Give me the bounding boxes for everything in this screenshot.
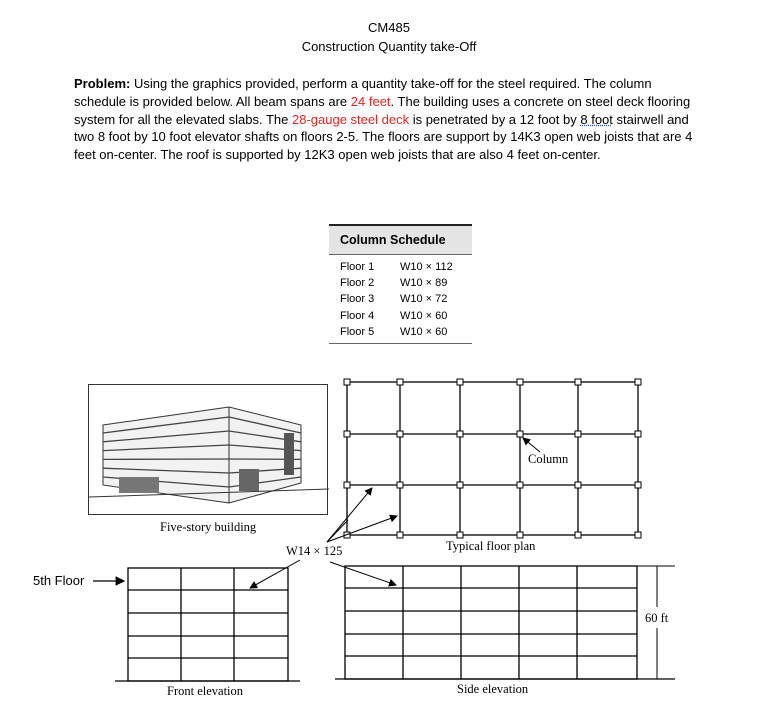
column-marker (517, 379, 523, 385)
column-marker (575, 482, 581, 488)
problem-text-4: stairwell and two 8 foot by 10 foot elevator shafts on floors 2-5. The floors are support by 14K3 open web joists that are 4 feet on-center. The roof is supported by 12K3 open web joists that are also 4 feet on-center. (74, 111, 693, 163)
schedule-size: W10 × 72 (400, 293, 448, 306)
schedule-size: W10 × 60 (400, 309, 448, 322)
height-label: 60 ft (645, 611, 669, 625)
beam-span-highlight: 24 feet (350, 93, 391, 109)
column-marker (575, 532, 581, 538)
schedule-size: W10 × 89 (400, 277, 448, 290)
beam-arrows (250, 488, 397, 588)
building-caption: Five-story building (160, 520, 257, 534)
column-marker (635, 431, 641, 437)
column-marker (344, 431, 350, 437)
column-schedule-title: Column Schedule (329, 224, 472, 255)
schedule-floor: Floor 5 (340, 325, 375, 338)
column-label: Column (528, 452, 569, 466)
front-elevation-caption: Front elevation (167, 684, 244, 698)
column-marker (635, 532, 641, 538)
column-marker (457, 431, 463, 437)
column-marker (397, 482, 403, 488)
schedule-size: W10 × 112 (400, 261, 453, 273)
front-elevation (115, 568, 300, 681)
problem-text-2: . The building uses a concrete on steel deck flooring system for all the elevated slabs. The (74, 93, 691, 127)
schedule-floor: Floor 1 (340, 261, 375, 273)
beam-size-label: W14 × 125 (286, 544, 343, 558)
column-marker (397, 431, 403, 437)
schedule-floor: Floor 2 (340, 277, 375, 290)
column-marker (517, 532, 523, 538)
steel-deck-highlight: 28-gauge steel deck (291, 111, 410, 127)
problem-text-1: Using the graphics provided, perform a quantity take-off for the steel required. The column schedule is provided below. All beam spans are (74, 76, 652, 109)
problem-label: Problem: (74, 76, 131, 91)
column-marker (397, 379, 403, 385)
fifth-floor-label: 5th Floor (33, 573, 85, 588)
floor-plan-caption: Typical floor plan (446, 539, 536, 553)
column-marker (397, 532, 403, 538)
schedule-floor: Floor 3 (340, 293, 375, 306)
column-marker (457, 379, 463, 385)
column-marker (457, 482, 463, 488)
problem-text-3: is penetrated by a 12 foot by (409, 111, 581, 127)
course-code: CM485 (368, 20, 410, 35)
column-marker (344, 482, 350, 488)
column-marker (635, 482, 641, 488)
column-marker (635, 379, 641, 385)
schedule-floor: Floor 4 (340, 309, 375, 322)
floor-plan-grid (347, 382, 638, 535)
column-marker (517, 482, 523, 488)
side-elevation (335, 566, 675, 679)
column-marker (575, 379, 581, 385)
column-arrow (523, 438, 540, 452)
stairwell-dimension: 8 foot (580, 111, 613, 127)
column-marker (517, 431, 523, 437)
side-elevation-caption: Side elevation (457, 682, 529, 696)
document-title: Construction Quantity take-Off (301, 39, 477, 54)
column-marker (344, 379, 350, 385)
column-marker (457, 532, 463, 538)
column-markers (344, 379, 641, 538)
schedule-size: W10 × 60 (400, 325, 448, 338)
column-marker (575, 431, 581, 437)
